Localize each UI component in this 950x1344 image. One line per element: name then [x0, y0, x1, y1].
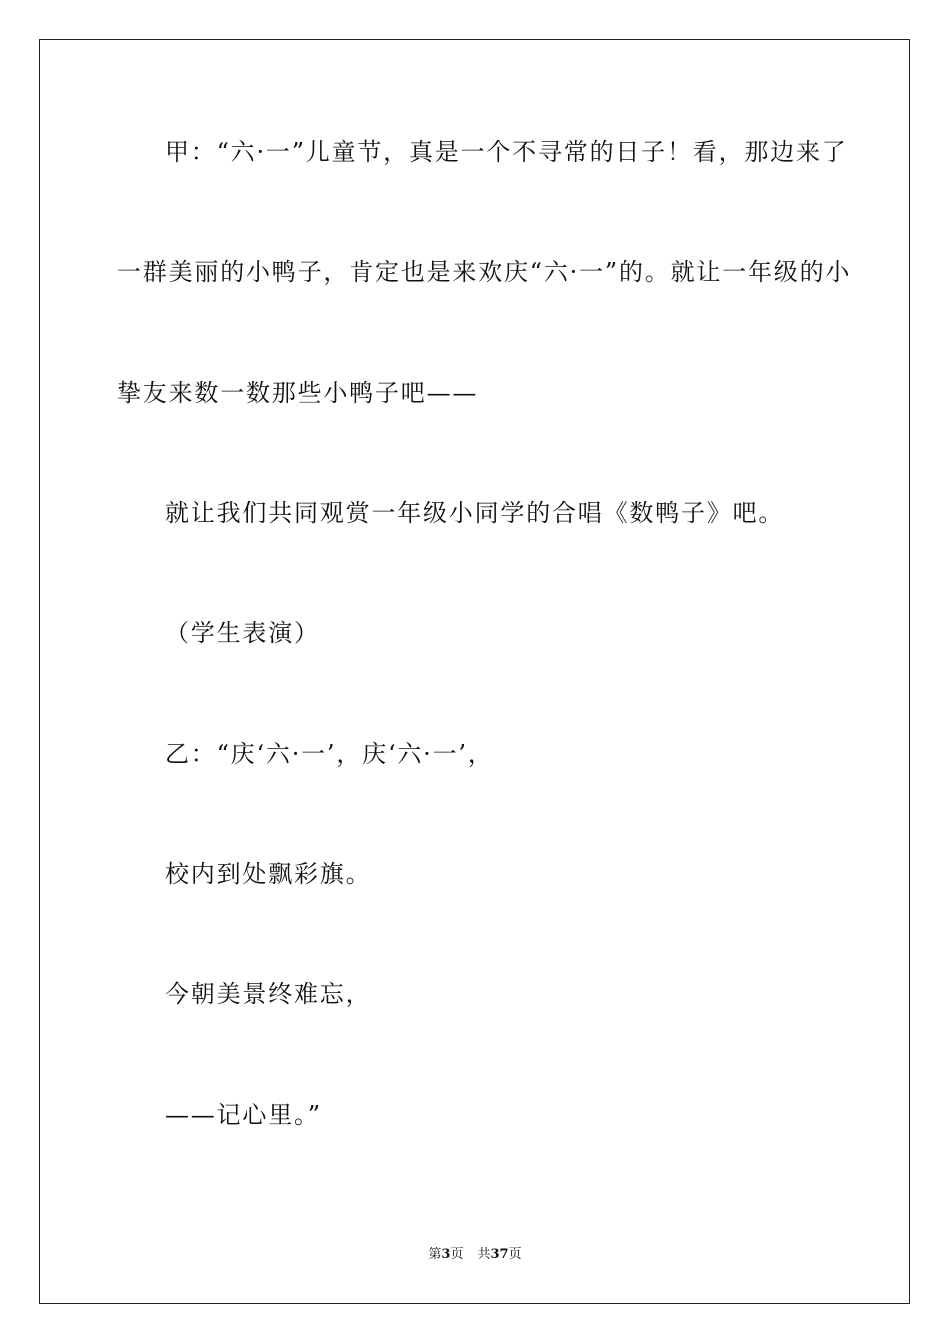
body-line-4: 就让我们共同观赏一年级小同学的合唱《数鸭子》吧。	[165, 499, 785, 527]
body-line-9: ——记心里。”	[165, 1101, 322, 1129]
footer-total-pages: 37	[490, 1247, 509, 1262]
body-line-8: 今朝美景终难忘，	[165, 980, 372, 1008]
body-line-5: （学生表演）	[165, 619, 320, 647]
body-line-1: 甲：“六·一”儿童节，真是一个不寻常的日子！看，那边来了	[165, 138, 848, 166]
footer-page-number: 3	[441, 1247, 451, 1262]
body-line-7: 校内到处飘彩旗。	[165, 860, 372, 888]
page-footer	[0, 1246, 950, 1264]
footer-page-prefix: 第	[428, 1247, 442, 1262]
body-line-2: 一群美丽的小鸭子，肯定也是来欢庆“六·一”的。就让一年级的小	[117, 258, 852, 286]
footer-total-prefix: 共	[477, 1247, 491, 1262]
footer-page-suffix: 页	[450, 1247, 464, 1262]
body-line-3: 挚友来数一数那些小鸭子吧——	[117, 379, 479, 407]
body-line-6: 乙：“庆‘六·一’，庆‘六·一’，	[165, 740, 494, 768]
footer-total-suffix: 页	[508, 1247, 522, 1262]
